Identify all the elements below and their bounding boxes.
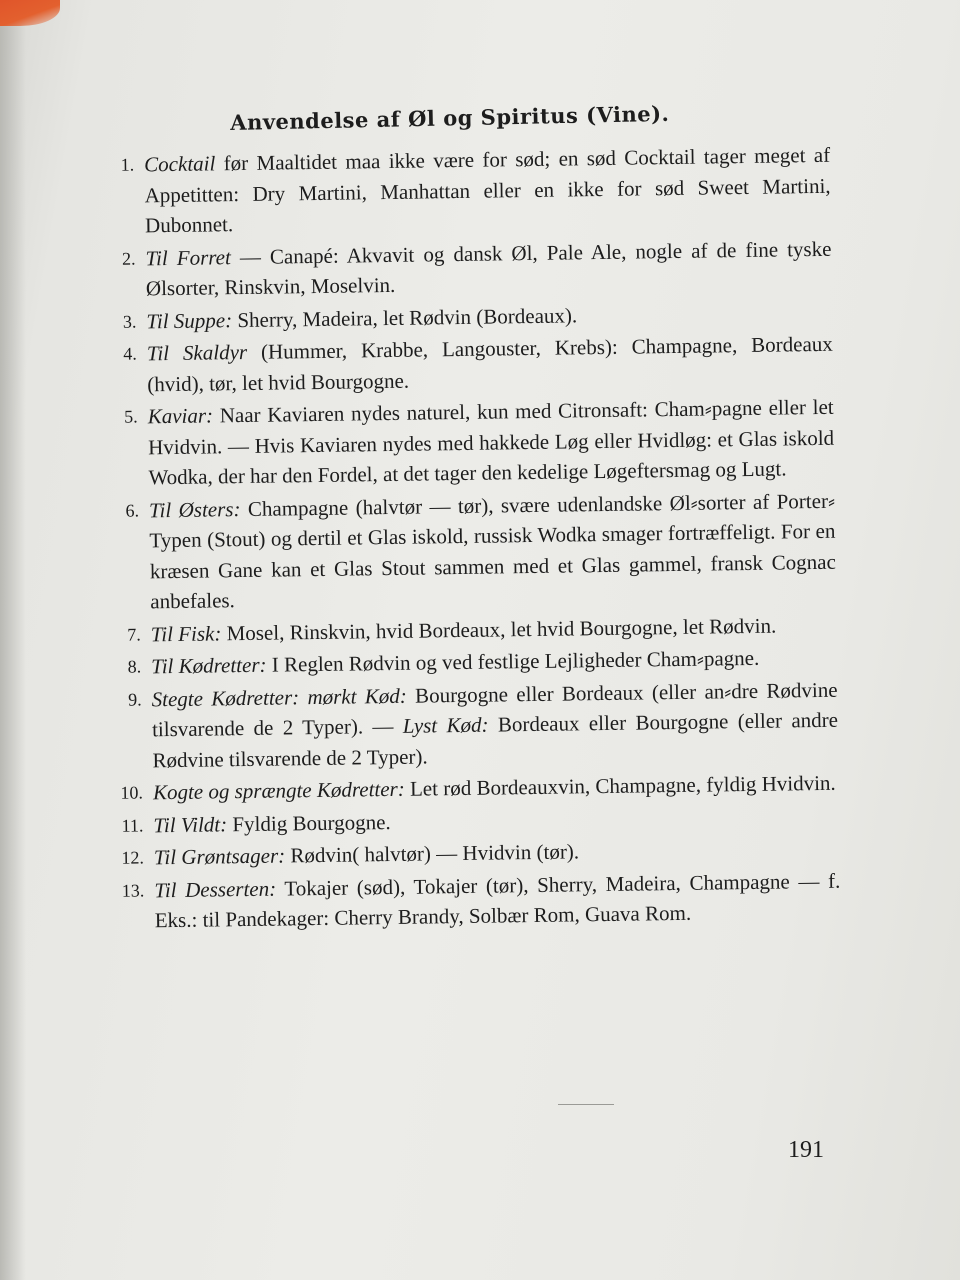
page-title: Anvendelse af Øl og Spiritus (Vine). <box>230 100 670 135</box>
divider <box>558 1104 614 1105</box>
list-item <box>104 392 835 494</box>
item-text: Champagne (halvtør — tør), svære udenlandske Øl⸗sorter af Porter⸗Typen (Stout) og dertil et Glas iskold, russisk Wodka smager fortræffeligt. For en kræsen Gane kan et Glas Stout sammen med et Glas gammel, fransk Cognac anbefales. <box>149 488 836 614</box>
list-item <box>110 865 841 936</box>
item-lead: Cocktail <box>144 151 216 177</box>
item-number: 12. <box>121 847 145 868</box>
item-text: Sherry, Madeira, let Rødvin (Bordeaux). <box>231 302 578 332</box>
item-lead: Kogte og sprængte Kødretter: <box>152 776 405 805</box>
item-lead: Til Suppe: <box>146 307 233 333</box>
list-item <box>100 140 831 242</box>
item-number: 10. <box>120 782 144 803</box>
item-text: Mosel, Rinskvin, hvid Bordeaux, let hvid Bourgogne, let Rødvin. <box>221 613 777 645</box>
item-lead: Stegte Kødretter: mørkt Kød: <box>151 683 407 711</box>
item-lead: Til Desserten: <box>154 876 277 902</box>
item-number: 6. <box>125 499 140 521</box>
page-number: 191 <box>788 1137 824 1163</box>
item-text-secondary: Bordeaux eller Bourgogne (eller andre Rødvine tilsvarende de 2 Typer). <box>152 707 839 772</box>
spine-shadow <box>0 0 26 1280</box>
item-number: 5. <box>124 406 138 427</box>
list-item <box>105 485 837 617</box>
item-text: (Hummer, Krabbe, Langouster, Krebs): Champagne, Bordeaux (hvid), tør, let hvid Bourgogne. <box>147 331 833 396</box>
item-number: 8. <box>127 656 142 677</box>
item-lead-secondary: Lyst Kød: <box>402 712 489 738</box>
item-number: 2. <box>121 248 136 269</box>
item-number: 4. <box>123 343 137 364</box>
cover-corner <box>0 0 60 26</box>
item-number: 11. <box>121 814 144 836</box>
item-text: I Reglen Rødvin og ved festlige Lejligheder Cham⸗pagne. <box>266 645 760 677</box>
item-lead: Til Østers: <box>148 496 241 522</box>
recommendation-list <box>100 140 841 939</box>
item-number: 9. <box>128 688 142 710</box>
list-item <box>101 233 832 304</box>
item-text: — Canapé: Akvavit og dansk Øl, Pale Ale, nogle af de fine tyske Ølsorter, Rinskvin, Moselvin. <box>145 236 832 301</box>
item-lead: Til Skaldyr <box>146 339 248 366</box>
list-item <box>107 674 838 776</box>
item-number: 1. <box>120 154 135 175</box>
item-text: Let rød Bordeauxvin, Champagne, fyldig Hvidvin. <box>404 770 836 801</box>
item-text: Bourgogne eller Bordeaux (eller an⸗dre Rødvine tilsvarende de 2 Typer). — <box>151 677 838 742</box>
item-lead: Til Fisk: <box>150 620 222 646</box>
item-text: Naar Kaviaren nydes naturel, kun med Citronsaft: Cham⸗pagne eller let Hvidvin. — Hvis Kaviaren nydes med hakkede Løg eller Hvidløg: et Glas iskold Wodka, der har den Fordel, at det tager den kedelige Løgeftersmag og Lugt. <box>147 394 835 490</box>
item-number: 7. <box>127 623 141 645</box>
item-lead: Til Grøntsager: <box>153 843 286 870</box>
item-lead: Kaviar: <box>147 403 214 429</box>
list-item <box>103 329 834 400</box>
item-lead: Til Vildt: <box>153 811 228 837</box>
item-number: 13. <box>121 879 145 901</box>
item-text: Tokajer (sød), Tokajer (tør), Sherry, Madeira, Champagne — f. Eks.: til Pandekager: Cherry Brandy, Solbær Rom, Guava Rom. <box>154 868 841 933</box>
item-text: før Maaltidet maa ikke være for sød; en sød Cocktail tager meget af Appetitten: Dry Martini, Manhattan eller en ikke for sød Sweet Martini, Dubonnet. <box>144 142 831 238</box>
item-text: Fyldig Bourgogne. <box>226 809 391 836</box>
item-lead: Til Kødretter: <box>151 652 267 679</box>
item-number: 3. <box>122 311 137 332</box>
item-lead: Til Forret <box>145 244 231 270</box>
item-text: Rødvin( halvtør) — Hvidvin (tør). <box>284 839 580 868</box>
